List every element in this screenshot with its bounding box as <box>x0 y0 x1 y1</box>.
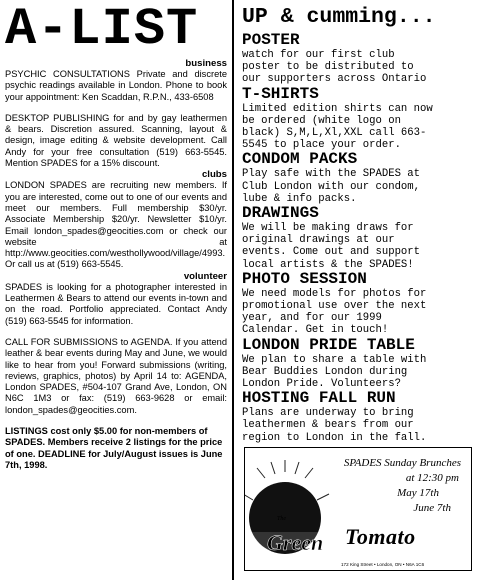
listing-call-for-submissions: CALL FOR SUBMISSIONS to AGENDA. If you attend leather & bear events during May and June, we would like to hear from you! Forward submissions (writing, reviews, graphics, photos) by April 14 to: AGENDA, London SPADES, #504-107 Grand Ave, London, ON N6C 1M3 or fax: (519) 663-9628 or email: london_spades@geocities.com. <box>5 336 227 415</box>
column-divider <box>232 0 234 580</box>
hosting-fall-run-heading: HOSTING FALL RUN <box>242 389 396 408</box>
drawings-heading: DRAWINGS <box>242 204 319 223</box>
logo-green-text: Green <box>267 530 324 555</box>
logo-the-text: The <box>277 516 286 522</box>
poster-body: watch for our first club poster to be distributed to our supporters across Ontario <box>242 49 427 86</box>
listing-pricing-note: LISTINGS cost only $5.00 for non-members of SPADES. Members receive 2 listings for the price of one. DEADLINE for July/August issues is June 7th, 1998. <box>5 426 223 470</box>
restaurant-address: 172 King Street • London, ON • N6A 1C6 <box>341 562 425 567</box>
drawings-body: We will be making draws for original drawings at our events. Come out and support local artists & the SPADES! <box>242 222 421 271</box>
photo-session-heading: PHOTO SESSION <box>242 269 367 288</box>
brunch-date-1: May 17th <box>397 487 439 499</box>
london-pride-table-heading: LONDON PRIDE TABLE <box>242 335 415 354</box>
a-list-column <box>5 0 227 471</box>
t-shirts-heading: T-SHIRTS <box>242 84 319 103</box>
poster-heading: POSTER <box>242 31 300 49</box>
listing-desktop-publishing: DESKTOP PUBLISHING for and by gay leathermen & bears. Discretion assured. Scanning, layout & design, image editing & website development. Call Andy for your free consultation (519) 663-5545. Mention SPADES for a 15% discount. <box>5 112 227 169</box>
t-shirts-body: Limited edition shirts can now be ordered (white logo on black) S,M,L,Xl,XXL call 663- 5545 to place your order. <box>242 102 433 152</box>
volunteer-heading: volunteer <box>183 270 227 282</box>
clubs-heading: clubs <box>201 169 227 181</box>
business-heading: business <box>185 58 227 69</box>
brunch-info <box>344 456 461 516</box>
hosting-fall-run-body: Plans are underway to bring leathermen & bears from our region to London in the fall. <box>242 407 427 444</box>
condom-packs-heading: CONDOM PACKS <box>242 150 358 169</box>
london-pride-table-body: We plan to share a table with Bear Buddies London during London Pride. Volunteers? <box>242 353 427 391</box>
logo-tomato-text: Tomato <box>345 524 416 549</box>
listing-psychic: PSYCHIC CONSULTATIONS Private and discrete psychic readings available in London. Phone to book your appointment: Ken Scaddan, R.P.N., 433-6508 <box>5 69 227 102</box>
green-tomato-ad <box>244 447 472 571</box>
up-cumming-title: UP & cumming... <box>242 5 436 29</box>
a-list-title: A-LIST <box>5 0 199 59</box>
photo-session-body: We need models for photos for promotional use over the next year, and for our 1999 Calendar. Get in touch! <box>242 287 427 337</box>
listing-london-spades: LONDON SPADES are recruiting new members. If you are interested, come out to one of our events and meet our members. Full membership $30/yr. Associate Membership $20/yr. Newsletter $10/yr. Email london_spades@geocities.com or check our website at http://www.geocities.com/westhollywood/village/4993. Or call us at (519) 663-5545. <box>5 180 227 270</box>
listing-photographer: SPADES is looking for a photographer interested in Leathermen & Bears to attend our events in-town and on the road. Portfolio appreciated. Contact Andy (519) 663-5545 for information. <box>5 281 227 326</box>
brunch-title: SPADES Sunday Brunches <box>343 457 461 469</box>
condom-packs-body: Play safe with the SPADES at Club London with our condom, lube & info packs. <box>242 168 421 205</box>
up-cumming-column <box>242 4 478 444</box>
brunch-time: at 12:30 pm <box>405 472 459 484</box>
brunch-date-2: June 7th <box>413 502 451 514</box>
